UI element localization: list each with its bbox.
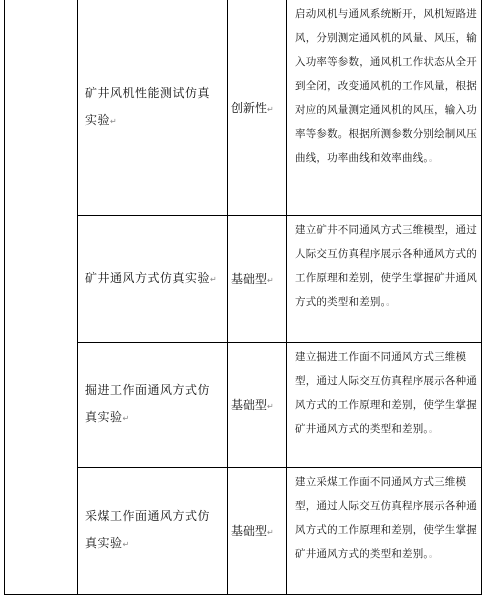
experiment-name-cell <box>78 215 228 342</box>
blank-merged-cell <box>5 0 78 594</box>
paragraph-mark: ↵ <box>267 276 274 285</box>
table-row <box>5 0 482 215</box>
experiment-description: 建立矿井不同通风方式三维模型，通过人际交互仿真程序展示各种通风方式的工作原理和差别，使学生掌握矿井通风方式的类型和差别。 <box>295 223 477 308</box>
end-mark: 。 <box>428 549 439 560</box>
experiment-name-cell <box>78 467 228 594</box>
paragraph-mark: ↵ <box>210 274 218 284</box>
paragraph-mark: ↵ <box>110 116 118 126</box>
experiment-type: 创新性 <box>231 100 268 115</box>
experiment-description: 建立采煤工作面不同通风方式三维模型，通过人际交互仿真程序展示各种通风方式的工作原理和差别，使学生掌握矿井通风方式的类型和差别。 <box>295 475 477 560</box>
paragraph-mark: ↵ <box>267 528 274 537</box>
experiment-name: 矿井通风方式仿真实验 <box>85 270 211 285</box>
experiment-description-cell <box>287 467 482 594</box>
paragraph-mark: ↵ <box>122 540 130 549</box>
end-mark: 。 <box>428 424 439 435</box>
paragraph-mark: ↵ <box>267 402 274 411</box>
experiment-description: 启动风机与通风系统断开，风机短路进风，分别测定通风机的风量、风压，输入功率等参数，通风机工作状态从全开到全闭，改变通风机的工作风量，根据对应的风量测定通风机的风压，输入功率等参数。根据所测参数分别绘制风压曲线，功率曲线和效率曲线。 <box>295 8 477 164</box>
experiment-description-cell <box>287 215 482 342</box>
experiment-name: 采煤工作面通风方式仿真实验 <box>85 509 211 550</box>
experiment-description-cell <box>287 342 482 467</box>
experiment-type: 基础型 <box>231 524 268 538</box>
experiment-table <box>4 0 482 595</box>
experiment-type: 基础型 <box>231 272 268 286</box>
experiment-name: 掘进工作面通风方式仿真实验 <box>85 383 211 424</box>
experiment-type-cell <box>228 342 287 467</box>
experiment-type-cell <box>228 215 287 342</box>
paragraph-mark: ↵ <box>267 104 274 114</box>
experiment-name: 矿井风机性能测试仿真实验 <box>85 85 211 127</box>
experiment-type: 基础型 <box>231 398 268 412</box>
experiment-type-cell <box>228 467 287 594</box>
experiment-type-cell <box>228 0 287 215</box>
experiment-description: 建立掘进工作面不同通风方式三维模型，通过人际交互仿真程序展示各种通风方式的工作原理和差别，使学生掌握矿井通风方式的类型和差别。 <box>295 350 477 435</box>
experiment-name-cell <box>78 342 228 467</box>
experiment-name-cell <box>78 0 228 215</box>
end-mark: 。 <box>428 154 439 164</box>
end-mark: 。 <box>386 297 396 308</box>
paragraph-mark: ↵ <box>122 414 130 423</box>
experiment-description-cell <box>287 0 482 215</box>
